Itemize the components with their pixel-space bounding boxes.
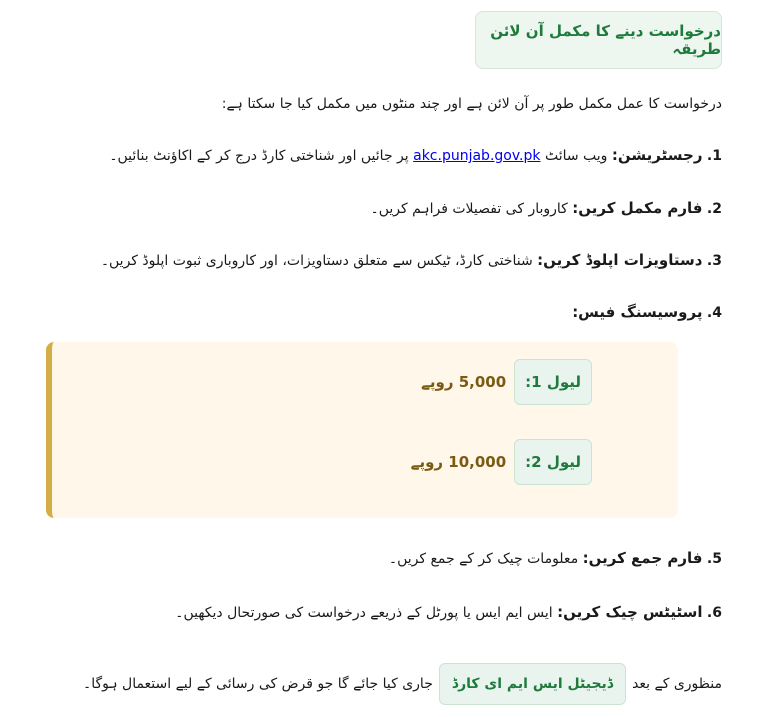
fee-level-label: لیول 1: (514, 359, 592, 405)
step-number: 3. (706, 253, 722, 269)
step-submit-form (389, 546, 722, 571)
step-fill-form (370, 196, 722, 221)
final-note (83, 663, 722, 705)
step-heading: فارم جمع کریں: (582, 549, 703, 567)
step-registration (109, 143, 722, 168)
step-text: ویب سائٹ (540, 148, 612, 164)
step-number: 5. (706, 551, 722, 567)
step-upload-documents (101, 248, 722, 273)
step-text: پر جائیں اور شناختی کارڈ درج کر کے اکاؤنٹ بنائیں۔ (109, 148, 414, 164)
step-number: 6. (706, 605, 722, 621)
fee-level-label: لیول 2: (514, 439, 592, 485)
fee-amount: 10,000 روپے (410, 453, 507, 471)
step-text: ایس ایم ایس یا پورٹل کے ذریعے درخواست کی صورتحال دیکھیں۔ (175, 605, 558, 621)
step-number: 4. (706, 305, 722, 321)
final-text-before: منظوری کے بعد (632, 676, 722, 692)
fee-box (46, 342, 678, 518)
step-number: 1. (706, 148, 722, 164)
step-text: معلومات چیک کر کے جمع کریں۔ (388, 551, 583, 567)
website-link[interactable]: akc.punjab.gov.pk (413, 148, 541, 164)
step-text: شناختی کارڈ، ٹیکس سے متعلق دستاویزات، اور کاروباری ثبوت اپلوڈ کریں۔ (100, 253, 538, 269)
step-processing-fee (572, 300, 722, 325)
step-text: کاروبار کی تفصیلات فراہم کریں۔ (370, 201, 573, 217)
step-heading: دستاویزات اپلوڈ کریں: (537, 251, 703, 269)
step-heading: اسٹیٹس چیک کریں: (557, 603, 703, 621)
step-heading: پروسیسنگ فیس: (572, 303, 703, 321)
intro-text: درخواست کا عمل مکمل طور پر آن لائن ہے اور چند منٹوں میں مکمل کیا جا سکتا ہے: (221, 96, 722, 112)
fee-amount: 5,000 روپے (421, 373, 507, 391)
step-heading: رجسٹریشن: (611, 146, 703, 164)
final-text-after: جاری کیا جائے گا جو قرض کی رسائی کے لیے استعمال ہوگا۔ (83, 676, 433, 692)
sme-card-badge: ڈیجیٹل ایس ایم ای کارڈ (439, 663, 626, 705)
fee-row-level-1 (421, 359, 592, 405)
section-title: درخواست دینے کا مکمل آن لائن طریقہ (490, 22, 721, 58)
fee-row-level-2 (411, 439, 592, 485)
step-check-status (175, 600, 722, 625)
step-number: 2. (706, 201, 722, 217)
step-heading: فارم مکمل کریں: (572, 199, 703, 217)
section-title-box (475, 11, 722, 69)
